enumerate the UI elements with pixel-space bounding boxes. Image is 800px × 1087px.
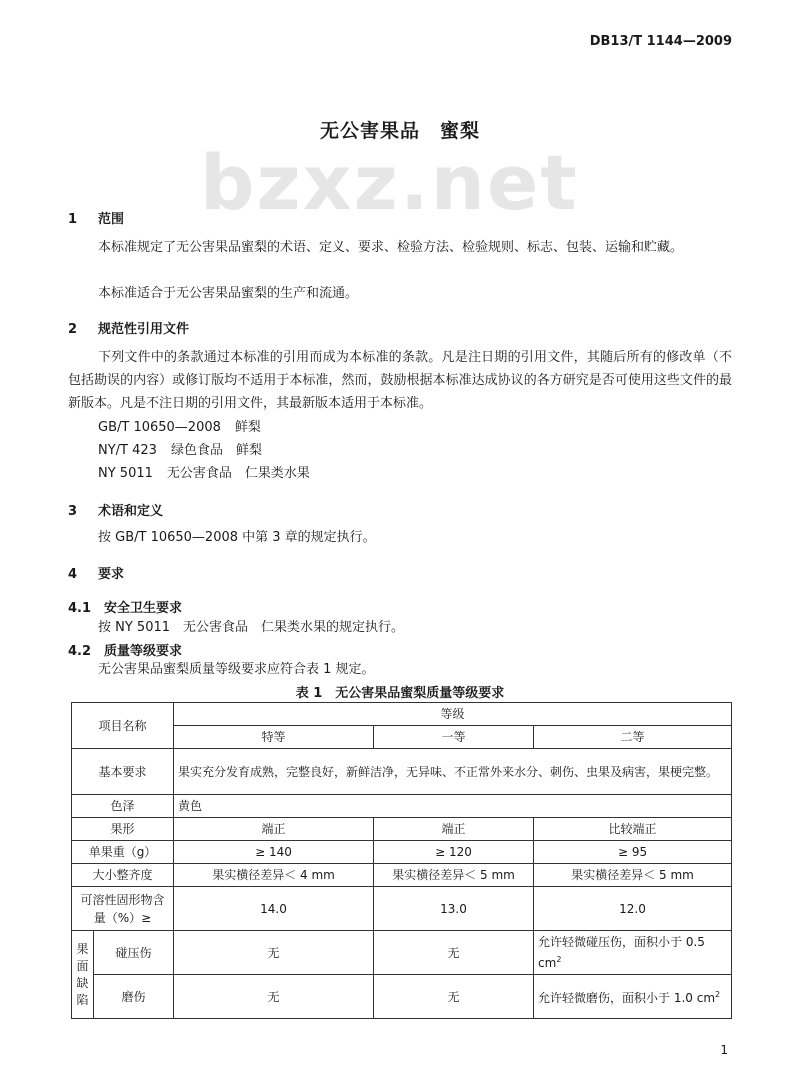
grade-first-cell: 一等 (374, 726, 534, 749)
value-cell (534, 931, 732, 975)
section-4-1-paragraph: 按 NY 5011 无公害食品 仁果类水果的规定执行。 (98, 620, 405, 635)
section-title: 安全卫生要求 (104, 601, 183, 616)
section-2-heading (68, 318, 189, 337)
reference-code: NY 5011 (98, 466, 153, 481)
reference-name: 绿色食品 鲜梨 (170, 443, 262, 458)
value-cell: 果实横径差异＜ 5 mm (534, 864, 732, 887)
quality-grade-table (71, 702, 732, 1019)
section-4-2-paragraph: 无公害果品蜜梨质量等级要求应符合表 1 规定。 (98, 662, 375, 677)
section-3-heading (68, 500, 163, 519)
section-4-heading (68, 563, 124, 582)
section-number: 4.1 (68, 601, 92, 616)
section-title: 规范性引用文件 (98, 322, 190, 337)
section-4-1-heading (68, 597, 182, 616)
basic-requirement-cell: 果实充分发育成熟，完整良好，新鲜洁净，无异味、不正常外来水分、刺伤、虫果及病害，果梗完整。 (174, 749, 732, 795)
row-label-cell: 基本要求 (72, 749, 174, 795)
table-row (72, 864, 732, 887)
value-text: 允许轻微磨伤，面积小于 1.0 cm (538, 991, 716, 1005)
reference-name: 无公害食品 仁果类水果 (166, 466, 310, 481)
table-row (72, 703, 732, 726)
section-title: 质量等级要求 (104, 644, 183, 659)
section-number: 1 (68, 212, 78, 227)
value-cell: 无 (374, 931, 534, 975)
section-number: 4.2 (68, 644, 92, 659)
reference-code: GB/T 10650—2008 (98, 420, 221, 435)
value-cell: 无 (174, 975, 374, 1019)
section-1-paragraph-1: 本标准规定了无公害果品蜜梨的术语、定义、要求、检验方法、检验规则、标志、包装、运输和贮藏。 (98, 240, 684, 255)
row-label-cell: 果形 (72, 818, 174, 841)
value-cell: 果实横径差异＜ 4 mm (174, 864, 374, 887)
value-text: 允许轻微碰压伤，面积小于 0.5 cm (538, 935, 705, 970)
section-3-paragraph-1: 按 GB/T 10650—2008 中第 3 章的规定执行。 (98, 530, 376, 545)
section-number: 4 (68, 567, 78, 582)
row-label-cell: 可溶性固形物含量（%）≥ (72, 887, 174, 931)
value-cell: 果实横径差异＜ 5 mm (374, 864, 534, 887)
grade-second-cell: 二等 (534, 726, 732, 749)
value-cell (534, 975, 732, 1019)
section-4-2-heading (68, 640, 182, 659)
value-cell: ≥ 140 (174, 841, 374, 864)
value-cell: 端正 (174, 818, 374, 841)
value-cell: ≥ 120 (374, 841, 534, 864)
value-cell: 无 (374, 975, 534, 1019)
watermark: bzxz.net (200, 138, 579, 227)
row-label-cell: 单果重（g） (72, 841, 174, 864)
value-cell: 无 (174, 931, 374, 975)
section-1-heading (68, 208, 124, 227)
value-cell: ≥ 95 (534, 841, 732, 864)
standard-code: DB13/T 1144—2009 (589, 34, 732, 49)
value-cell: 14.0 (174, 887, 374, 931)
color-value-cell: 黄色 (174, 795, 732, 818)
defect-group-label-cell: 果面缺陷 (72, 931, 94, 1019)
table-row (72, 818, 732, 841)
row-label-cell: 碰压伤 (94, 931, 174, 975)
superscript: 2 (715, 990, 721, 999)
value-cell: 12.0 (534, 887, 732, 931)
section-title: 范围 (98, 212, 125, 227)
section-2-paragraph-1: 下列文件中的条款通过本标准的引用而成为本标准的条款。凡是注日期的引用文件，其随后所有的修改单（不包括勘误的内容）或修订版均不适用于本标准，然而，鼓励根据本标准达成协议的各方研究是否可使用这些文件的最新版本。凡是不注日期的引用文件，其最新版本适用于本标准。 (68, 350, 732, 411)
value-cell: 13.0 (374, 887, 534, 931)
reference-item (98, 439, 262, 458)
superscript: 2 (556, 955, 562, 964)
reference-item (98, 416, 261, 435)
row-label-cell: 大小整齐度 (72, 864, 174, 887)
row-label-cell: 磨伤 (94, 975, 174, 1019)
header-item-cell: 项目名称 (72, 703, 174, 749)
value-cell: 比较端正 (534, 818, 732, 841)
section-number: 3 (68, 504, 78, 519)
grade-special-cell: 特等 (174, 726, 374, 749)
table-row (72, 931, 732, 975)
table-row (72, 795, 732, 818)
section-number: 2 (68, 322, 78, 337)
table-caption: 表 1 无公害果品蜜梨质量等级要求 (295, 686, 505, 701)
page-title: 无公害果品 蜜梨 (319, 120, 480, 142)
section-title: 要求 (98, 567, 125, 582)
value-cell: 端正 (374, 818, 534, 841)
section-1-paragraph-2: 本标准适合于无公害果品蜜梨的生产和流通。 (98, 286, 359, 301)
table-row (72, 841, 732, 864)
table-row (72, 749, 732, 795)
page-number: 1 (720, 1043, 728, 1057)
reference-item (98, 462, 310, 481)
header-grade-cell: 等级 (174, 703, 732, 726)
table-row (72, 887, 732, 931)
reference-code: NY/T 423 (98, 443, 157, 458)
reference-name: 鲜梨 (234, 420, 261, 435)
section-title: 术语和定义 (98, 504, 164, 519)
row-label-cell: 色泽 (72, 795, 174, 818)
table-row (72, 975, 732, 1019)
